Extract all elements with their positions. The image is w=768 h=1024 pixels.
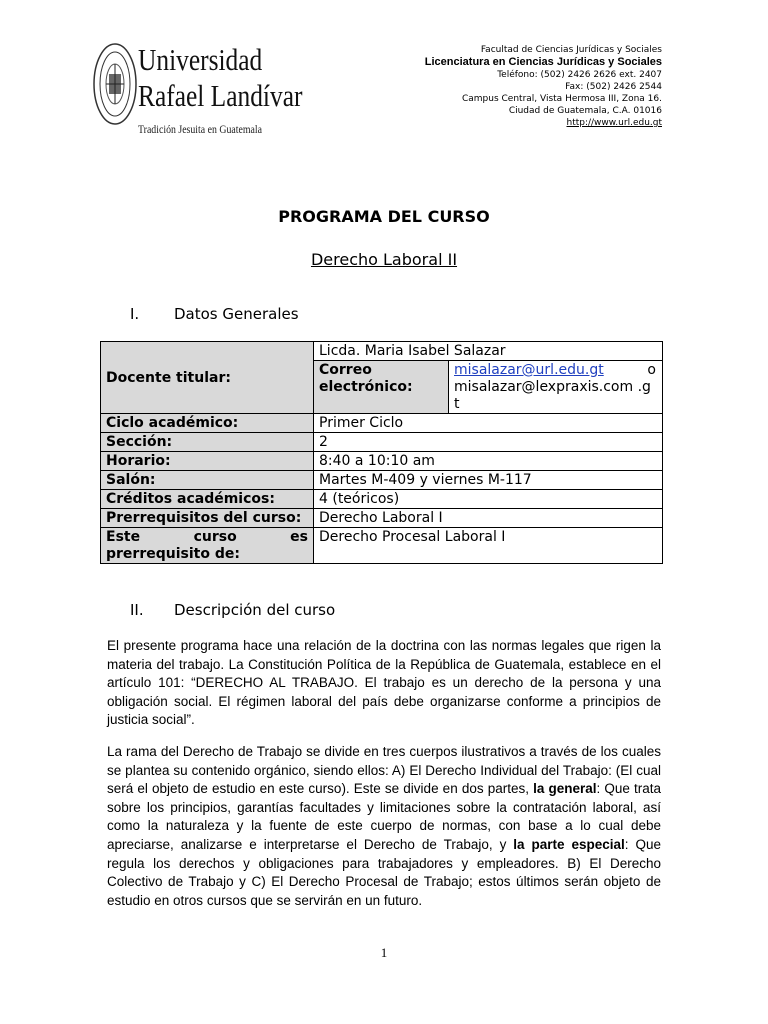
prereq-of-label [101, 528, 314, 564]
schedule-value: 8:40 a 10:10 am [314, 452, 663, 471]
prereq-value: Derecho Laboral I [314, 509, 663, 528]
email-primary-line [454, 362, 656, 379]
email-secondary: misalazar@lexpraxis.com .gt [454, 379, 651, 412]
teacher-label: Docente titular: [101, 342, 314, 414]
contact-block [425, 44, 662, 129]
credits-label: Créditos académicos: [101, 490, 314, 509]
table-row [101, 528, 663, 564]
description-paragraph-2 [107, 743, 661, 910]
prereq-label-text: Prerrequisitos del curso: [106, 510, 302, 526]
university-seal-icon [92, 42, 138, 126]
cycle-label: Ciclo académico: [101, 414, 314, 433]
page-title: PROGRAMA DEL CURSO [278, 207, 490, 226]
cycle-value: Primer Ciclo [314, 414, 663, 433]
table-row [101, 342, 663, 361]
table-row [101, 471, 663, 490]
website-link[interactable]: http://www.url.edu.gt [566, 118, 662, 128]
program-name: Licenciatura en Ciencias Jurídicas y Sociales [424, 56, 662, 68]
city-line: Ciudad de Guatemala, C.A. 01016 [508, 106, 662, 116]
paragraph-bold-text: la parte especial [513, 836, 625, 852]
course-name [0, 250, 768, 269]
table-row [101, 490, 663, 509]
description-paragraph-1: El presente programa hace una relación de la doctrina con las normas legales que rigen la materia del trabajo. La Constitución Política de la República de Guatemala, establece en el artículo 101: “DERECHO AL TRABAJO. El trabajo es un derecho de la persona y una obligación social. El régimen laboral del país debe organizarse conforme a principios de justicia social”. [107, 638, 661, 728]
campus-line: Campus Central, Vista Hermosa III, Zona 16. [461, 94, 662, 104]
prereq-of-value: Derecho Procesal Laboral I [314, 528, 663, 564]
fax-line: Fax: (502) 2426 2544 [565, 82, 662, 92]
university-name [138, 42, 339, 114]
university-name-line2: Rafael Landívar [138, 78, 303, 113]
university-name-line1: Universidad [138, 42, 263, 77]
paragraph-bold-text: la general [533, 781, 597, 797]
phone-line: Teléfono: (502) 2426 2626 ext. 2407 [497, 70, 662, 80]
general-data-table [100, 341, 663, 564]
section-label: Sección: [101, 433, 314, 452]
university-logo [92, 42, 303, 142]
section-title: Descripción del curso [174, 601, 336, 619]
credits-value: 4 (teóricos) [314, 490, 663, 509]
university-tagline: Tradición Jesuita en Guatemala [138, 122, 262, 136]
section-title: Datos Generales [174, 305, 299, 323]
section-value: 2 [314, 433, 663, 452]
room-value: Martes M-409 y viernes M-117 [314, 471, 663, 490]
paragraph-text: : Que trata sobre los principios, garantías facultades y limitaciones sobre la contratación laboral, así como la naturaleza y la fuente de este cuerpo de normas, con base a lo cual debe apreciarse, analizarse e interpretarse el Derecho de Trabajo, y [107, 781, 662, 852]
section-heading-general [130, 305, 299, 323]
table-row [101, 509, 663, 528]
paragraph-text: La rama del Derecho de Trabajo se divide en tres cuerpos ilustrativos a través de los cuales se plantea su contenido orgánico, siendo ellos: A) El Derecho Individual del Trabajo: (El cual será el objeto de estudio en este curso). Este se divide en dos partes, [107, 744, 661, 797]
prereq-label [101, 509, 314, 528]
email-cell [449, 361, 663, 414]
room-label: Salón: [101, 471, 314, 490]
table-row [101, 452, 663, 471]
course-name-text: Derecho Laboral II [310, 250, 458, 269]
schedule-label: Horario: [101, 452, 314, 471]
email-label: Correo electrónico: [314, 361, 449, 414]
table-row [101, 433, 663, 452]
table-row [101, 414, 663, 433]
section-number: I. [130, 305, 140, 323]
teacher-name: Licda. Maria Isabel Salazar [314, 342, 663, 361]
paragraph-text: : Que regula los derechos y obligaciones para trabajadores y empleadores. B) El Derecho Colectivo de Trabajo y C) El Derecho Procesal de Trabajo; estos últimos serán objeto de estudio en otros cursos que se servirán en un futuro. [107, 836, 662, 908]
email-primary-link[interactable]: misalazar@url.edu.gt [454, 362, 604, 378]
section-heading-description [130, 601, 335, 619]
faculty-name: Facultad de Ciencias Jurídicas y Sociales [480, 45, 662, 55]
section-number: II. [130, 601, 144, 619]
page-number: 1 [380, 945, 388, 960]
email-or: o [647, 362, 656, 378]
prereq-of-label-text: Este curso es prerrequisito de: [106, 529, 308, 562]
